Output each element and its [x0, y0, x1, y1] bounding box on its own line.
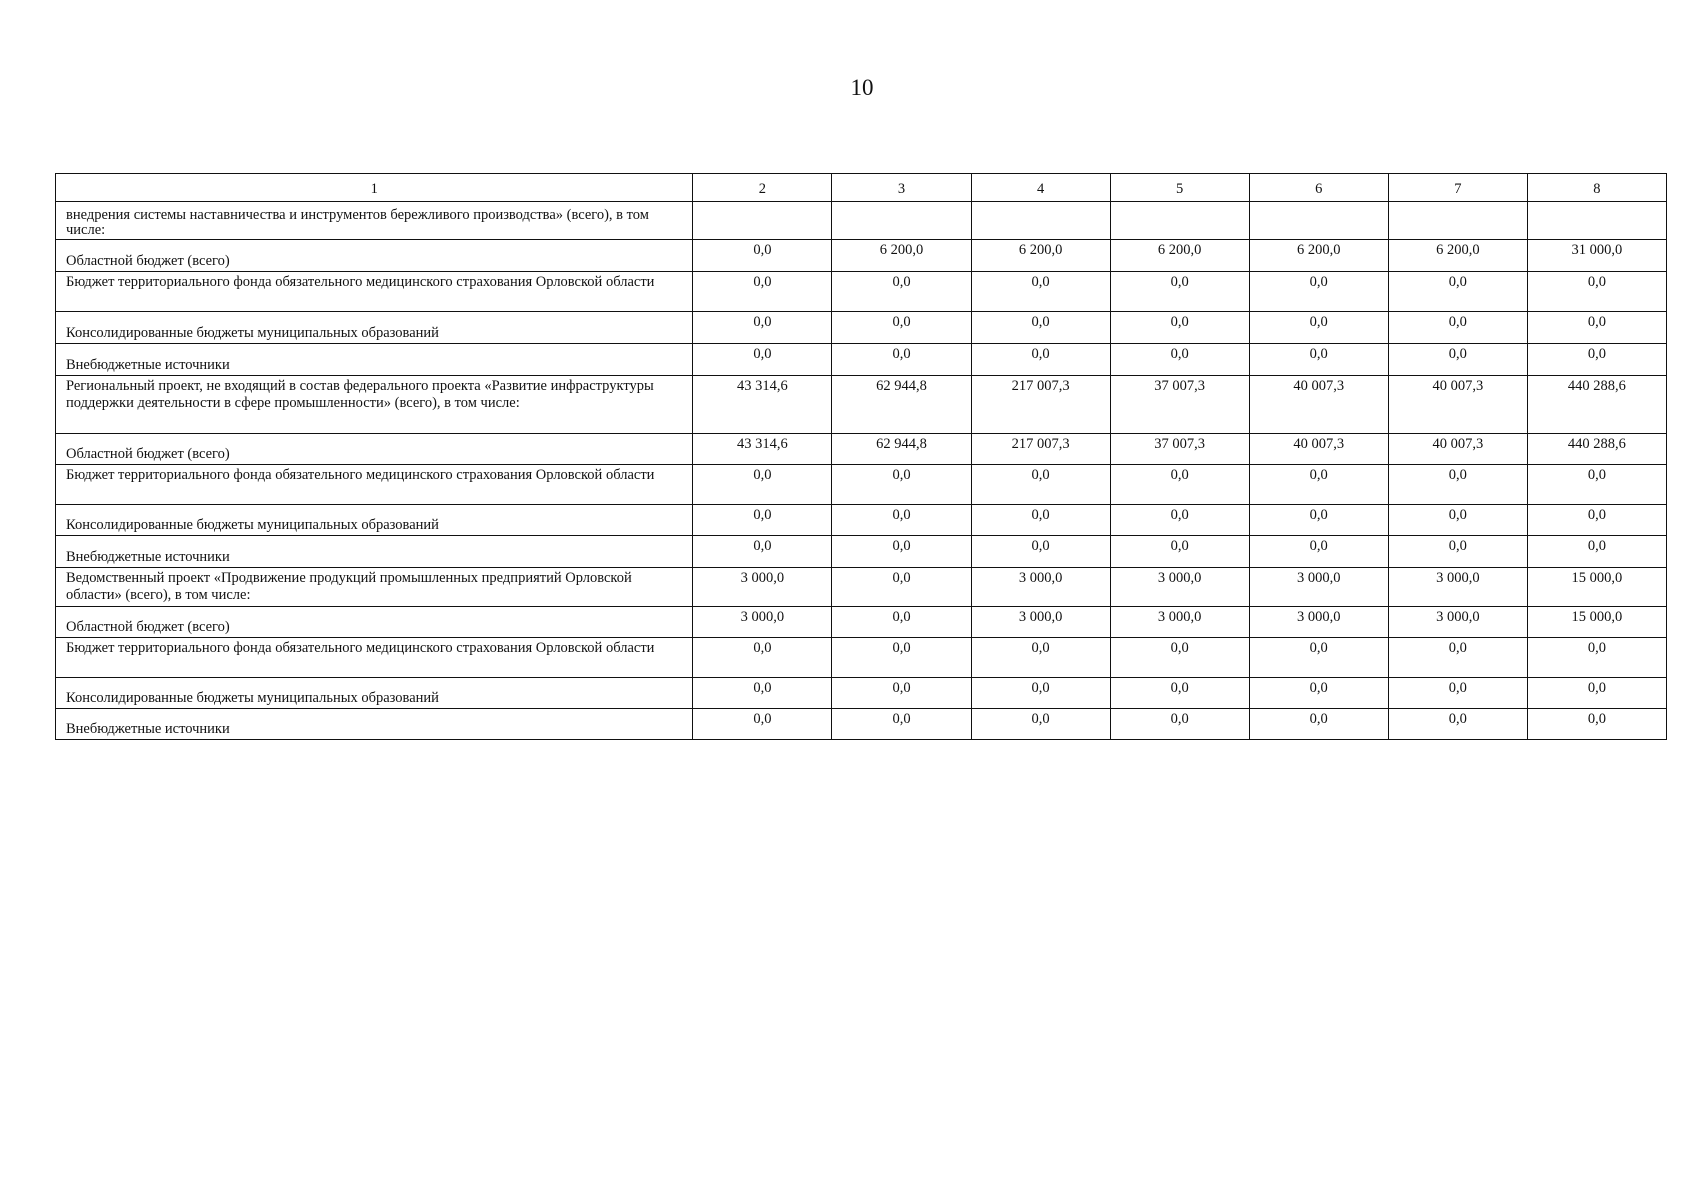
table-cell: 0,0	[693, 312, 832, 344]
table-cell: 0,0	[1249, 638, 1388, 678]
table-cell: 0,0	[971, 709, 1110, 740]
table-cell: 0,0	[1249, 344, 1388, 376]
column-header: 8	[1527, 174, 1666, 202]
table-cell: 0,0	[1110, 465, 1249, 505]
table-cell: 0,0	[832, 536, 971, 568]
table-cell: 0,0	[1249, 709, 1388, 740]
table-row	[56, 568, 1667, 607]
table-cell: 0,0	[693, 678, 832, 709]
table-cell: 0,0	[832, 638, 971, 678]
table-cell: 0,0	[693, 240, 832, 272]
table-cell	[971, 202, 1110, 240]
table-cell: 3 000,0	[1388, 568, 1527, 607]
table-cell: 0,0	[1110, 536, 1249, 568]
table-cell: 3 000,0	[693, 568, 832, 607]
table-cell: 0,0	[693, 465, 832, 505]
table-cell: 31 000,0	[1527, 240, 1666, 272]
table-cell	[1388, 202, 1527, 240]
page-number: 10	[850, 75, 874, 100]
table-cell: 0,0	[1249, 505, 1388, 536]
table-row	[56, 312, 1667, 344]
table-cell: 0,0	[1527, 465, 1666, 505]
table-cell: 0,0	[1388, 536, 1527, 568]
table-cell: 0,0	[693, 536, 832, 568]
table-cell: 0,0	[971, 536, 1110, 568]
row-label: Консолидированные бюджеты муниципальных образований	[56, 678, 693, 709]
table-cell: 0,0	[1249, 272, 1388, 312]
table-row	[56, 344, 1667, 376]
table-cell: 0,0	[693, 344, 832, 376]
table-cell: 0,0	[832, 709, 971, 740]
column-header: 5	[1110, 174, 1249, 202]
table-cell: 0,0	[1527, 536, 1666, 568]
table-cell: 0,0	[1110, 638, 1249, 678]
row-label: Областной бюджет (всего)	[56, 434, 693, 465]
table-row	[56, 536, 1667, 568]
table-row	[56, 678, 1667, 709]
table-row	[56, 376, 1667, 434]
table-cell: 6 200,0	[971, 240, 1110, 272]
table-cell: 440 288,6	[1527, 376, 1666, 434]
table-cell: 0,0	[971, 465, 1110, 505]
table-cell: 0,0	[1388, 272, 1527, 312]
table-cell: 0,0	[1249, 678, 1388, 709]
column-header: 1	[56, 174, 693, 202]
table-cell: 3 000,0	[971, 607, 1110, 638]
table-cell: 0,0	[1527, 678, 1666, 709]
table-cell	[1110, 202, 1249, 240]
table-cell: 0,0	[1527, 709, 1666, 740]
table-cell	[693, 202, 832, 240]
table-cell: 0,0	[832, 272, 971, 312]
table-cell: 0,0	[832, 344, 971, 376]
table-cell: 43 314,6	[693, 434, 832, 465]
table-cell: 3 000,0	[1110, 607, 1249, 638]
table-row	[56, 465, 1667, 505]
table-cell: 0,0	[971, 344, 1110, 376]
table-cell: 62 944,8	[832, 376, 971, 434]
row-label: Областной бюджет (всего)	[56, 240, 693, 272]
row-label: Ведомственный проект «Продвижение продукций промышленных предприятий Орловской области» (всего), в том числе:	[56, 568, 693, 607]
table-cell: 0,0	[971, 638, 1110, 678]
table-cell: 0,0	[1527, 638, 1666, 678]
table-cell: 3 000,0	[693, 607, 832, 638]
table-cell: 15 000,0	[1527, 568, 1666, 607]
table-cell: 0,0	[693, 272, 832, 312]
table-cell: 62 944,8	[832, 434, 971, 465]
table-cell: 0,0	[1527, 344, 1666, 376]
table-cell: 0,0	[1388, 505, 1527, 536]
table-cell: 0,0	[1388, 678, 1527, 709]
row-label: внедрения системы наставничества и инструментов бережливого производства» (всего), в том числе:	[56, 202, 693, 240]
table-row	[56, 272, 1667, 312]
row-label: Внебюджетные источники	[56, 344, 693, 376]
table-row	[56, 434, 1667, 465]
table-cell: 0,0	[1388, 709, 1527, 740]
table-cell: 37 007,3	[1110, 376, 1249, 434]
table-cell: 0,0	[1527, 505, 1666, 536]
table-header-row	[56, 174, 1667, 202]
row-label: Консолидированные бюджеты муниципальных образований	[56, 505, 693, 536]
table-cell	[832, 202, 971, 240]
table-cell	[1249, 202, 1388, 240]
row-label: Областной бюджет (всего)	[56, 607, 693, 638]
table-cell: 0,0	[1110, 344, 1249, 376]
table-cell: 3 000,0	[1249, 607, 1388, 638]
row-label: Региональный проект, не входящий в состав федерального проекта «Развитие инфраструктуры поддержки деятельности в сфере промышленности» (всего), в том числе:	[56, 376, 693, 434]
table-row	[56, 240, 1667, 272]
table-cell: 0,0	[971, 678, 1110, 709]
table-cell: 40 007,3	[1388, 376, 1527, 434]
table-row	[56, 202, 1667, 240]
table-row	[56, 607, 1667, 638]
row-label: Бюджет территориального фонда обязательного медицинского страхования Орловской области	[56, 465, 693, 505]
table-cell: 0,0	[832, 465, 971, 505]
table-cell: 0,0	[1249, 536, 1388, 568]
table-cell: 0,0	[1388, 344, 1527, 376]
row-label: Консолидированные бюджеты муниципальных образований	[56, 312, 693, 344]
table-cell: 0,0	[1110, 709, 1249, 740]
row-label: Внебюджетные источники	[56, 536, 693, 568]
table-cell: 0,0	[1110, 678, 1249, 709]
table-cell: 0,0	[693, 709, 832, 740]
table-cell: 0,0	[832, 312, 971, 344]
column-header: 7	[1388, 174, 1527, 202]
table-cell: 6 200,0	[832, 240, 971, 272]
table-cell: 0,0	[971, 505, 1110, 536]
table-row	[56, 709, 1667, 740]
table-cell: 0,0	[1249, 312, 1388, 344]
budget-table	[55, 173, 1667, 740]
table-cell: 43 314,6	[693, 376, 832, 434]
column-header: 4	[971, 174, 1110, 202]
table-cell: 0,0	[1110, 312, 1249, 344]
table-cell: 217 007,3	[971, 434, 1110, 465]
table-cell: 0,0	[1388, 465, 1527, 505]
table-cell	[1527, 202, 1666, 240]
table-cell: 0,0	[832, 678, 971, 709]
table-cell: 0,0	[1249, 465, 1388, 505]
table-cell: 3 000,0	[1249, 568, 1388, 607]
row-label: Внебюджетные источники	[56, 709, 693, 740]
table-cell: 40 007,3	[1249, 434, 1388, 465]
table-cell: 37 007,3	[1110, 434, 1249, 465]
column-header: 2	[693, 174, 832, 202]
table-cell: 0,0	[832, 505, 971, 536]
table-cell: 0,0	[971, 312, 1110, 344]
table-cell: 0,0	[832, 607, 971, 638]
table-cell: 40 007,3	[1388, 434, 1527, 465]
column-header: 3	[832, 174, 971, 202]
table-cell: 0,0	[693, 638, 832, 678]
row-label: Бюджет территориального фонда обязательного медицинского страхования Орловской области	[56, 638, 693, 678]
table-cell: 217 007,3	[971, 376, 1110, 434]
table-cell: 0,0	[1388, 312, 1527, 344]
table-cell: 0,0	[1110, 505, 1249, 536]
row-label: Бюджет территориального фонда обязательного медицинского страхования Орловской области	[56, 272, 693, 312]
table-cell: 0,0	[1110, 272, 1249, 312]
table-row	[56, 638, 1667, 678]
table-cell: 15 000,0	[1527, 607, 1666, 638]
column-header: 6	[1249, 174, 1388, 202]
table-cell: 3 000,0	[971, 568, 1110, 607]
table-cell: 3 000,0	[1110, 568, 1249, 607]
table-cell: 6 200,0	[1110, 240, 1249, 272]
table-row	[56, 505, 1667, 536]
table-cell: 3 000,0	[1388, 607, 1527, 638]
table-cell: 0,0	[693, 505, 832, 536]
table-cell: 0,0	[1388, 638, 1527, 678]
table-cell: 0,0	[971, 272, 1110, 312]
table-cell: 40 007,3	[1249, 376, 1388, 434]
table-cell: 0,0	[832, 568, 971, 607]
table-cell: 0,0	[1527, 272, 1666, 312]
table-cell: 0,0	[1527, 312, 1666, 344]
table-cell: 440 288,6	[1527, 434, 1666, 465]
table-cell: 6 200,0	[1249, 240, 1388, 272]
table-cell: 6 200,0	[1388, 240, 1527, 272]
